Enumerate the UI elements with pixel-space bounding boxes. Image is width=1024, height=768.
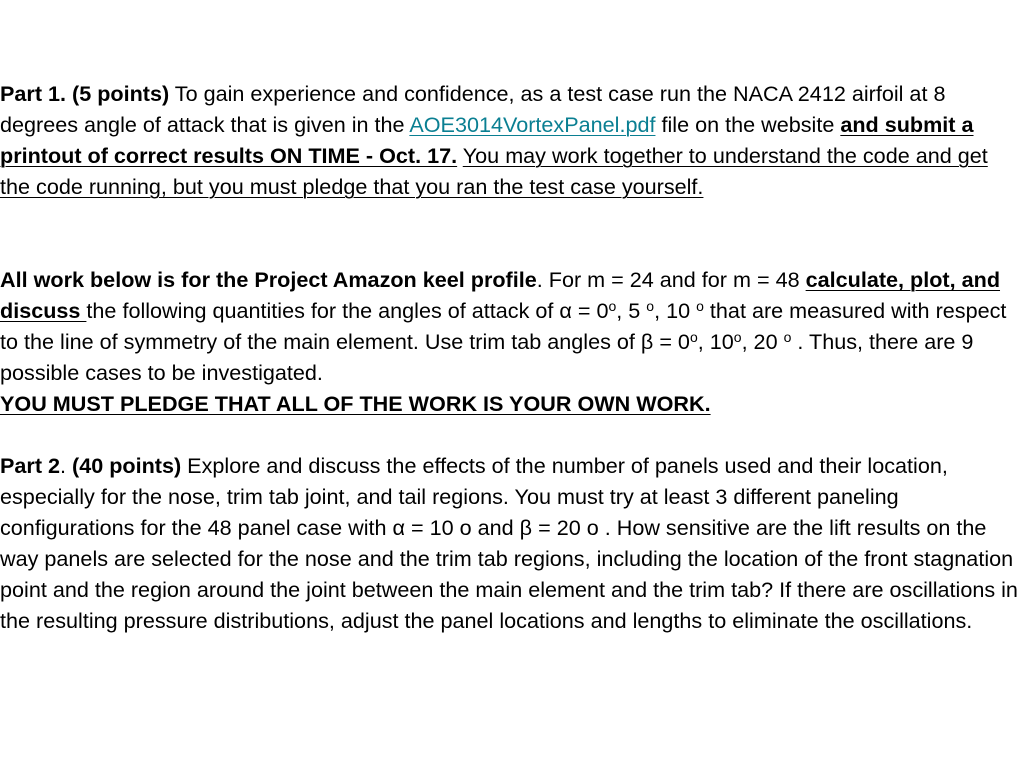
part2-text: Explore and discuss the effects of the number of panels used and their location, especially for the nose, trim tab joint, and tail regions. You must try at least 3 different paneling configurations for the 48 panel case with α = 10 o and β = 20 o . How sensitive are the lift results on the way panels are selected for the nose and the trim tab regions, including the location of the front stagnation point and the region around the joint between the main element and the trim tab? If there are oscillations in the resulting pressure distributions, adjust the panel locations and lengths to eliminate the oscillations. bbox=[0, 453, 1018, 633]
spacer bbox=[0, 419, 1022, 450]
project-instruction: calculate, plot, and discuss bbox=[0, 267, 1001, 323]
degree-mark: o bbox=[733, 329, 742, 345]
part1-text-website: file on the website bbox=[655, 112, 841, 137]
part1-paragraph bbox=[0, 78, 1022, 202]
part2-dot: . bbox=[60, 453, 73, 478]
project-paragraph bbox=[0, 264, 1022, 419]
project-text-alpha: the following quantities for the angles of attack of α = 0 bbox=[86, 298, 609, 323]
project-heading: All work below is for the Project Amazon keel profile bbox=[0, 267, 537, 292]
vortex-panel-pdf-link[interactable]: AOE3014VortexPanel.pdf bbox=[409, 112, 656, 137]
degree-mark: o bbox=[689, 329, 698, 345]
assignment-text bbox=[0, 78, 1022, 636]
part2-points: (40 points) bbox=[72, 453, 182, 478]
project-text-beta-10: , 10 bbox=[697, 329, 734, 354]
part2-paragraph bbox=[0, 450, 1022, 636]
project-text-5: , 5 bbox=[616, 298, 647, 323]
part2-label: Part 2 bbox=[0, 453, 61, 478]
project-text-10: , 10 bbox=[654, 298, 697, 323]
project-text-cases: . Thus, there are 9 possible cases to be investigated. bbox=[0, 329, 974, 385]
degree-mark: o bbox=[783, 329, 792, 345]
part1-deadline: and submit a printout of correct results ON TIME - Oct. 17. bbox=[0, 112, 974, 168]
project-text-m: . For m = 24 and for m = 48 bbox=[536, 267, 806, 292]
degree-mark: o bbox=[646, 298, 655, 314]
part1-label: Part 1. (5 points) bbox=[0, 81, 170, 106]
degree-mark: o bbox=[608, 298, 617, 314]
own-work-pledge: YOU MUST PLEDGE THAT ALL OF THE WORK IS YOUR OWN WORK. bbox=[0, 391, 711, 416]
project-text-beta-20: , 20 bbox=[741, 329, 784, 354]
degree-mark: o bbox=[696, 298, 704, 314]
spacer bbox=[0, 202, 1022, 264]
project-text-beta: that are measured with respect to the line of symmetry of the main element. Use trim tab angles of β = 0 bbox=[0, 298, 1007, 354]
part1-text: To gain experience and confidence, as a test case run the NACA 2412 airfoil at 8 degrees angle of attack that is given in the bbox=[0, 81, 946, 137]
part1-pledge-note: You may work together to understand the code and get the code running, but you must pledge that you ran the test case yourself. bbox=[0, 143, 988, 199]
